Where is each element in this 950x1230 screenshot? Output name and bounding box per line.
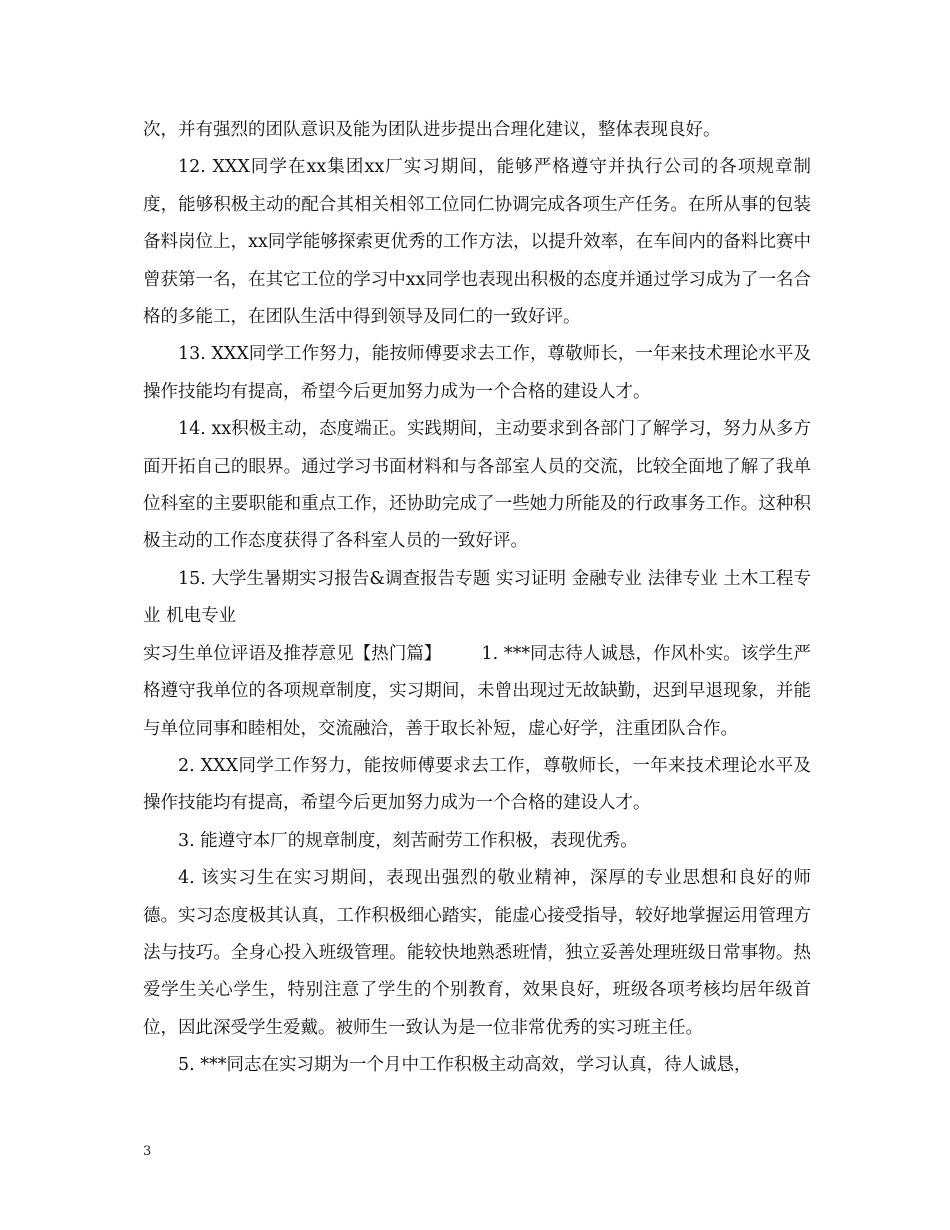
paragraph-item-5: 5. ***同志在实习期为一个月中工作积极主动高效，学习认真，待人诚恳，: [178, 1055, 752, 1076]
section-paragraph: [143, 636, 811, 748]
section-first-item: 1. ***同志待人诚恳，作风朴实。该学生严格遵守我单位的各项规章制度，实习期间，未曾出现过无故缺勤，迟到早退现象，并能与单位同事和睦相处，交流融洽，善于取长补短，虚心好学，注重团队合作。: [143, 643, 812, 739]
page-number: 3: [143, 1144, 152, 1159]
paragraph-item-15: 15. 大学生暑期实习报告&调查报告专题 实习证明 金融专业 法律专业 土木工程专业 机电专业: [143, 568, 811, 627]
paragraph-item-13: 13. XXX同学工作努力，能按师傅要求去工作，尊敬师长，一年来技术理论水平及操作技能均有提高，希望今后更加努力成为一个合格的建设人才。: [143, 344, 811, 402]
paragraph-item-14: 14. xx积极主动，态度端正。实践期间，主动要求到各部门了解学习，努力从多方面开拓自己的眼界。通过学习书面材料和与各部室人员的交流，比较全面地了解了我单位科室的主要职能和重点工作，还协助完成了一些她力所能及的行政事务工作。这种积极主动的工作态度获得了各科室人员的一致好评。: [143, 419, 811, 552]
paragraph-item-4: 4. 该实习生在实习期间，表现出强烈的敬业精神，深厚的专业思想和良好的师德。实习态度极其认真，工作积极细心踏实，能虚心接受指导，较好地掌握运用管理方法与技巧。全身心投入班级管理。能较快地熟悉班情，独立妥善处理班级日常事物。热爱学生关心学生，特别注意了学生的个别教育，效果良好，班级各项考核均居年级首位，因此深受学生爱戴。被师生一致认为是一位非常优秀的实习班主任。: [143, 868, 811, 1038]
document-body: [143, 112, 811, 1085]
section-heading: 实习生单位评语及推荐意见【热门篇】: [143, 643, 442, 664]
paragraph-item-2: 2. XXX同学工作努力，能按师傅要求去工作，尊敬师长，一年来技术理论水平及操作技能均有提高，希望今后更加努力成为一个合格的建设人才。: [143, 755, 811, 814]
paragraph-continuation: 次，并有强烈的团队意识及能为团队进步提出合理化建议，整体表现良好。: [143, 120, 721, 140]
paragraph-item-3: 3. 能遵守本厂的规章制度，刻苦耐劳工作积极，表现优秀。: [178, 830, 638, 851]
paragraph-item-12: 12. XXX同学在xx集团xx厂实习期间，能够严格遵守并执行公司的各项规章制度，能够积极主动的配合其相关相邻工位同仁协调完成各项生产任务。在所从事的包装备料岗位上，xx同学能够探索更优秀的工作方法，以提升效率，在车间内的备料比赛中曾获第一名，在其它工位的学习中xx同学也表现出积极的态度并通过学习成为了一名合格的多能工，在团队生活中得到领导及同仁的一致好评。: [143, 157, 811, 328]
